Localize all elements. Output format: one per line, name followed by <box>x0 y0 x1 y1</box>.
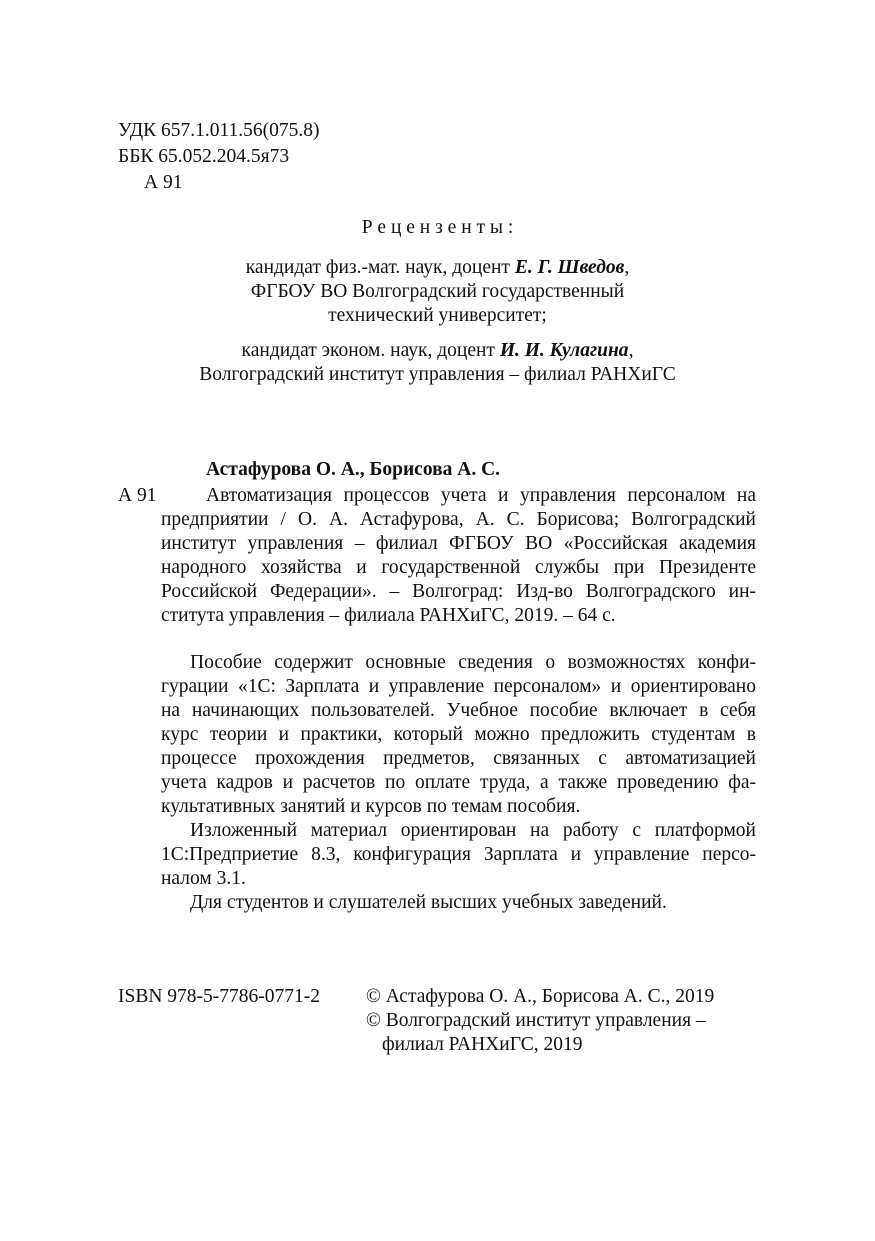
abstract <box>161 651 756 915</box>
reviewer-2-name: И. И. Кулагина <box>499 340 629 361</box>
bbk-code: ББК 65.052.204.5я73 <box>118 146 290 167</box>
reviewer-2-title: кандидат эконом. наук, доцент И. И. Кулагина, <box>241 340 634 361</box>
abstract-line: 1С:Предприетие 8.3, конфигурация Зарплата и управление персо- <box>161 844 756 865</box>
bibliography-line: Автоматизация процессов учета и управления персоналом на <box>206 485 756 506</box>
bibliography-line: народного хозяйства и государственной службы при Президенте <box>161 557 756 578</box>
copyright-line: © Волгоградский институт управления – <box>366 1010 706 1031</box>
copyright-line: © Астафурова О. А., Борисова А. С., 2019 <box>366 986 715 1007</box>
reviewer-1-title: кандидат физ.-мат. наук, доцент Е. Г. Шведов, <box>245 257 630 278</box>
bibliography-authors: Астафурова О. А., Борисова А. С. <box>206 459 501 480</box>
bibliography-line: предприятии / О. А. Астафурова, А. С. Борисова; Волгоградский <box>161 509 756 530</box>
abstract-line: процессе прохождения предметов, связанных с автоматизацией <box>161 748 756 769</box>
bibliography-mark: А 91 <box>118 485 157 506</box>
reviewer-1-name: Е. Г. Шведов <box>514 257 625 278</box>
abstract-line: культативных занятий и курсов по темам пособия. <box>161 796 581 817</box>
abstract-line: Для студентов и слушателей высших учебных заведений. <box>190 892 667 913</box>
reviewer-2-affiliation-line: Волгоградский институт управления – филиал РАНХиГС <box>199 364 676 385</box>
abstract-line: Пособие содержит основные сведения о возможностях конфи- <box>190 652 756 673</box>
reviewer-1 <box>0 256 875 328</box>
author-mark: А 91 <box>144 172 183 193</box>
copyright-block <box>366 985 714 1057</box>
abstract-line: курс теории и практики, который можно предложить студентам в <box>161 724 756 745</box>
abstract-line: на начинающих пользователей. Учебное пособие включает в себя <box>161 700 756 721</box>
abstract-line: налом 3.1. <box>161 868 246 889</box>
classification-block <box>118 118 320 196</box>
reviewer-1-affiliation-line: технический университет; <box>328 305 547 326</box>
reviewer-2 <box>0 339 875 387</box>
bibliography-record <box>161 484 756 628</box>
abstract-line: Изложенный материал ориентирован на работу с платформой <box>190 820 756 841</box>
isbn: ISBN 978-5-7786-0771-2 <box>118 986 321 1007</box>
abstract-line: гурации «1С: Зарплата и управление персоналом» и ориентировано <box>161 676 756 697</box>
copyright-line: филиал РАНХиГС, 2019 <box>382 1034 583 1055</box>
bibliography-line: ститута управления – филиала РАНХиГС, 2019. – 64 с. <box>161 605 616 626</box>
udk-code: УДК 657.1.011.56(075.8) <box>118 120 320 141</box>
abstract-line: учета кадров и расчетов по оплате труда, а также проведению фа- <box>161 772 756 793</box>
bibliography-line: институт управления – филиал ФГБОУ ВО «Российская академия <box>161 533 756 554</box>
reviewer-1-affiliation-line: ФГБОУ ВО Волгоградский государственный <box>250 281 625 302</box>
bibliography-line: Российской Федерации». – Волгоград: Изд-во Волгоградского ин- <box>161 581 756 602</box>
reviewers-heading: Р е ц е н з е н т ы : <box>361 217 514 238</box>
